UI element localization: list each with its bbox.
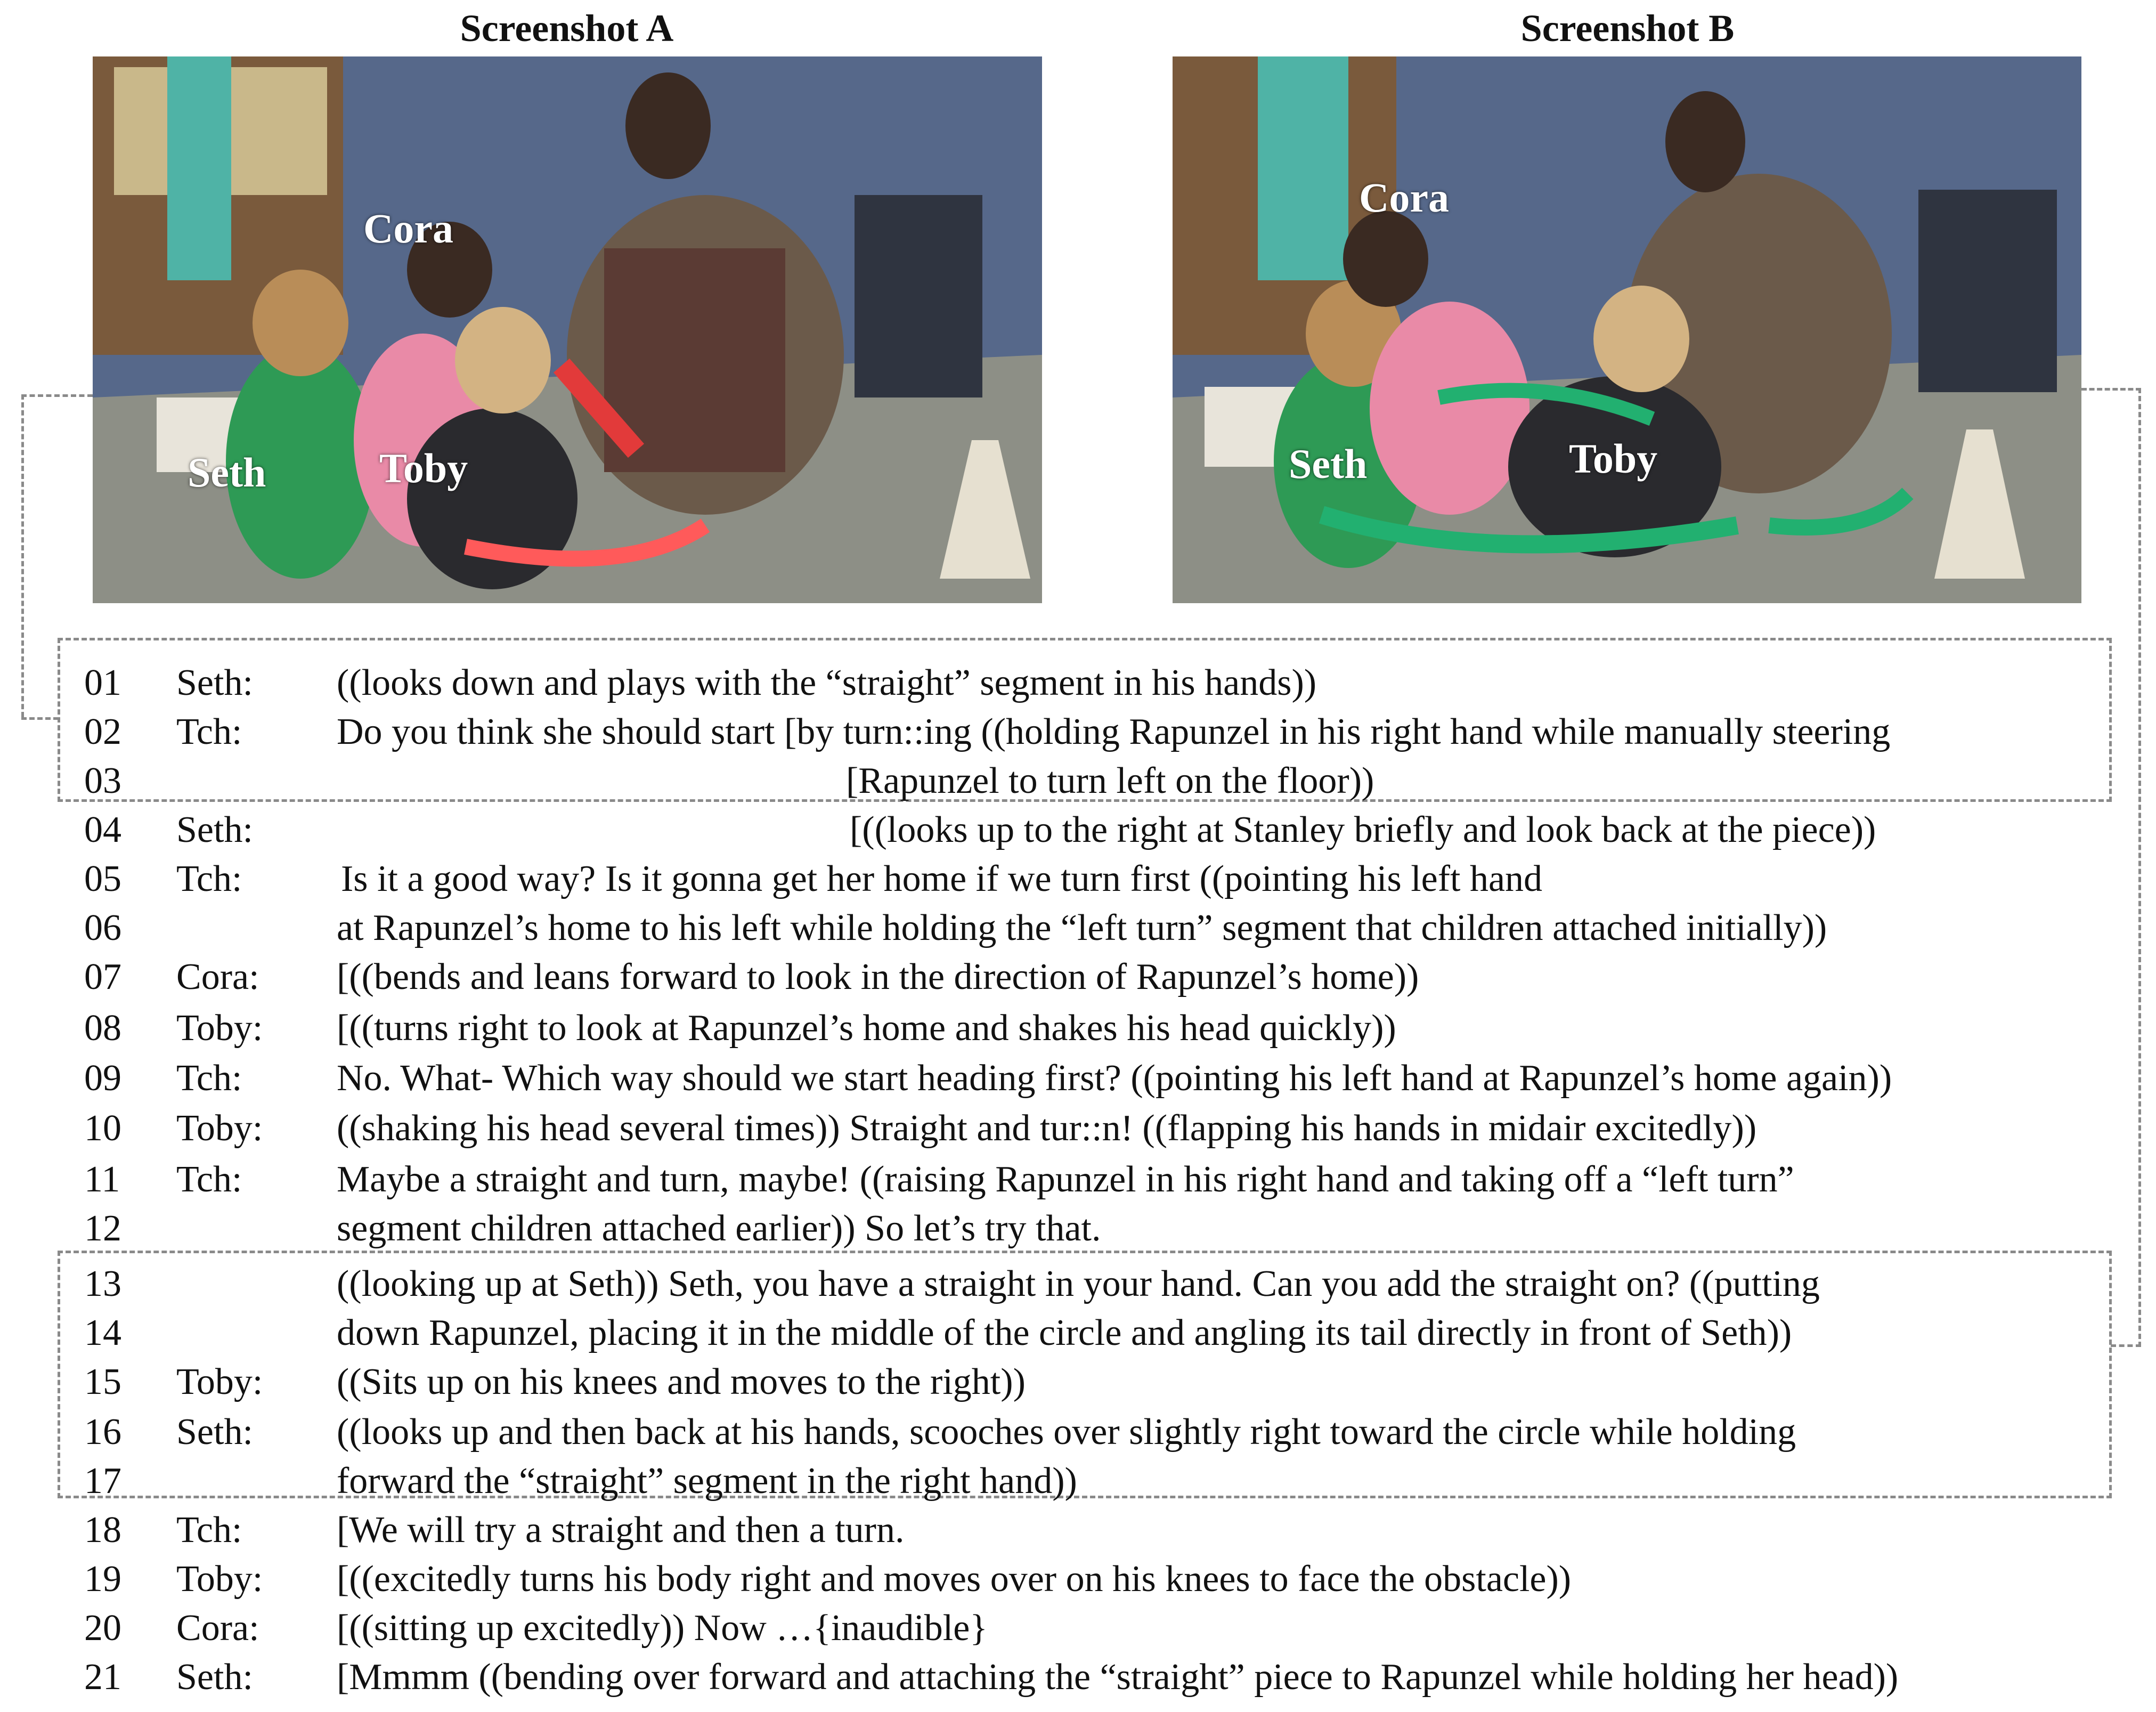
line-number: 10 <box>84 1108 121 1149</box>
speaker: Toby: <box>176 1108 263 1149</box>
utterance: [((bends and leans forward to look in the direction of Rapunzel’s home)) <box>337 956 1419 997</box>
line-number: 03 <box>84 760 121 801</box>
speaker: Tch: <box>176 858 242 899</box>
line-number: 14 <box>84 1312 121 1353</box>
speaker: Seth: <box>176 1411 253 1453</box>
utterance: Maybe a straight and turn, maybe! ((raising Rapunzel in his right hand and taking off a “left turn” <box>337 1159 1794 1200</box>
utterance: [((looks up to the right at Stanley briefly and look back at the piece)) <box>850 809 1876 850</box>
line-number: 19 <box>84 1559 121 1600</box>
connector-line <box>21 717 59 720</box>
utterance: ((shaking his head several times)) Straight and tur::n! ((flapping his hands in midair excitedly)) <box>337 1108 1757 1149</box>
line-number: 08 <box>84 1008 121 1049</box>
utterance: segment children attached earlier)) So let’s try that. <box>337 1208 1101 1249</box>
speaker: Tch: <box>176 711 242 752</box>
utterance: [We will try a straight and then a turn. <box>337 1510 905 1551</box>
line-number: 01 <box>84 662 121 703</box>
speaker: Seth: <box>176 1657 253 1698</box>
toby-label: Toby <box>379 445 468 491</box>
connector-line <box>2111 1344 2141 1347</box>
utterance: [((excitedly turns his body right and moves over on his knees to face the obstacle)) <box>337 1559 1572 1600</box>
line-number: 05 <box>84 858 121 899</box>
screenshot-b-heading: Screenshot B <box>1520 7 1735 50</box>
screenshot-b-photo <box>1173 56 2081 603</box>
line-number: 11 <box>84 1159 120 1200</box>
classroom-scene-a <box>93 56 1042 603</box>
utterance: [((sitting up excitedly)) Now …{inaudible} <box>337 1608 988 1649</box>
speaker: Tch: <box>176 1510 242 1551</box>
utterance: forward the “straight” segment in the right hand)) <box>337 1461 1077 1502</box>
speaker: Seth: <box>176 662 253 703</box>
utterance: [((turns right to look at Rapunzel’s home and shakes his head quickly)) <box>337 1008 1396 1049</box>
line-number: 17 <box>84 1461 121 1502</box>
speaker: Cora: <box>176 956 259 997</box>
utterance: Do you think she should start [by turn::ing ((holding Rapunzel in his right hand while manually steering <box>337 711 1891 752</box>
screenshot-a-heading: Screenshot A <box>460 7 674 50</box>
connector-line <box>2138 388 2141 1347</box>
speaker: Toby: <box>176 1559 263 1600</box>
line-number: 20 <box>84 1608 121 1649</box>
classroom-scene-b <box>1173 56 2081 603</box>
cora-label: Cora <box>363 205 453 251</box>
speaker: Cora: <box>176 1608 259 1649</box>
utterance: ((looks up and then back at his hands, scooches over slightly right toward the circle while holding <box>337 1411 1796 1453</box>
line-number: 09 <box>84 1058 121 1099</box>
line-number: 06 <box>84 907 121 948</box>
callout-box-screenshot-b <box>58 1251 2112 1498</box>
connector-line <box>2081 388 2141 391</box>
line-number: 15 <box>84 1361 121 1402</box>
connector-line <box>21 394 93 397</box>
utterance: [Rapunzel to turn left on the floor)) <box>846 760 1374 801</box>
line-number: 02 <box>84 711 121 752</box>
seth-label: Seth <box>1289 441 1368 487</box>
speaker: Tch: <box>176 1159 242 1200</box>
utterance: at Rapunzel’s home to his left while holding the “left turn” segment that children attached initially)) <box>337 907 1827 948</box>
speaker: Tch: <box>176 1058 242 1099</box>
utterance: [Mmmm ((bending over forward and attaching the “straight” piece to Rapunzel while holding her head)) <box>337 1657 1899 1698</box>
utterance: ((looking up at Seth)) Seth, you have a straight in your hand. Can you add the straight on? ((putting <box>337 1263 1820 1304</box>
speaker: Toby: <box>176 1008 263 1049</box>
speaker: Toby: <box>176 1361 263 1402</box>
speaker: Seth: <box>176 809 253 850</box>
line-number: 12 <box>84 1208 121 1249</box>
utterance: ((looks down and plays with the “straight” segment in his hands)) <box>337 662 1317 703</box>
seth-label: Seth <box>188 449 266 496</box>
line-number: 13 <box>84 1263 121 1304</box>
utterance: Is it a good way? Is it gonna get her home if we turn first ((pointing his left hand <box>341 858 1543 899</box>
line-number: 04 <box>84 809 121 850</box>
toby-label: Toby <box>1569 435 1658 482</box>
utterance: No. What- Which way should we start heading first? ((pointing his left hand at Rapunzel’s home again)) <box>337 1058 1892 1099</box>
callout-box-screenshot-a <box>58 638 2112 802</box>
line-number: 18 <box>84 1510 121 1551</box>
line-number: 07 <box>84 956 121 997</box>
utterance: down Rapunzel, placing it in the middle of the circle and angling its tail directly in front of Seth)) <box>337 1312 1792 1353</box>
line-number: 21 <box>84 1657 121 1698</box>
utterance: ((Sits up on his knees and moves to the right)) <box>337 1361 1026 1402</box>
line-number: 16 <box>84 1411 121 1453</box>
screenshot-a-photo <box>93 56 1042 603</box>
connector-line <box>21 394 24 717</box>
cora-label: Cora <box>1359 174 1449 221</box>
